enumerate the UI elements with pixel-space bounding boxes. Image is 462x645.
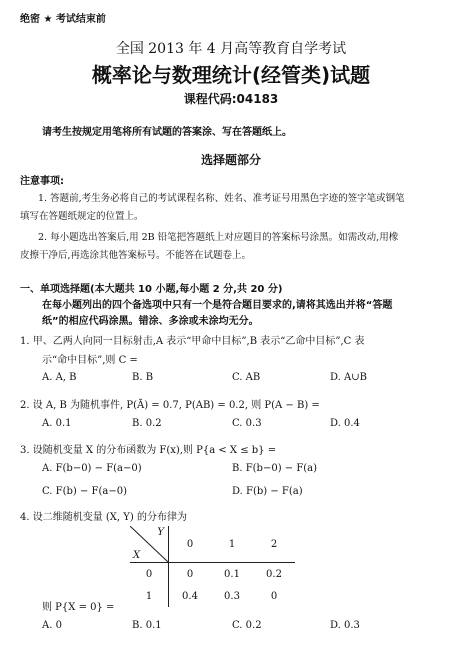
notice-line: 2. 每小题选出答案后,用 2B 铅笔把答题纸上对应题目的答案标号涂黑。如需改动,用橡 bbox=[38, 232, 399, 243]
option-b: B. 0.1 bbox=[132, 620, 162, 631]
question-text: 则 P{X = 0} = bbox=[42, 602, 115, 613]
y-value: 2 bbox=[253, 526, 295, 563]
option-b: B. 0.2 bbox=[132, 418, 162, 429]
option-c: C. AB bbox=[232, 372, 261, 383]
column-variable-label: Y bbox=[157, 527, 164, 538]
section-title: 选择题部分 bbox=[200, 153, 261, 167]
option-d: D. F(b) − F(a) bbox=[232, 486, 303, 497]
prob-cell: 0 bbox=[186, 568, 194, 580]
answer-instruction: 请考生按规定用笔将所有试题的答案涂、写在答题纸上。 bbox=[42, 127, 292, 138]
secret-label: 绝密 ★ 考试结束前 bbox=[20, 14, 106, 25]
question-text: 1. 甲、乙两人向同一目标射击,A 表示“甲命中目标”,B 表示“乙命中目标”,C 表 bbox=[20, 336, 365, 347]
part-heading: 一、单项选择题(本大题共 10 小题,每小题 2 分,共 20 分) bbox=[20, 284, 283, 295]
notice-line: 皮擦干净后,再选涂其他答案标号。不能答在试题卷上。 bbox=[20, 250, 252, 261]
option-b: B. B bbox=[132, 372, 154, 383]
option-d: D. 0.4 bbox=[330, 418, 360, 429]
y-value: 1 bbox=[211, 526, 253, 563]
notice-line: 填写在答题纸规定的位置上。 bbox=[20, 211, 144, 222]
option-b: B. F(b−0) − F(a) bbox=[232, 463, 318, 474]
question-text: 2. 设 A, B 为随机事件, P(Ā) = 0.7, P(AB) = 0.2, 则 P(A − B) = bbox=[20, 400, 320, 411]
prob-cell: 0 bbox=[270, 590, 278, 602]
option-a: A. 0.1 bbox=[42, 418, 72, 429]
option-c: C. 0.2 bbox=[232, 620, 262, 631]
course-code: 课程代码:04183 bbox=[183, 92, 279, 106]
notice-line: 1. 答题前,考生务必将自己的考试课程名称、姓名、准考证号用黑色字迹的签字笔或钢笔 bbox=[38, 193, 405, 204]
x-value: 1 bbox=[130, 585, 169, 607]
paper-title: 概率论与数理统计(经管类)试题 bbox=[91, 63, 371, 87]
option-a: A. A, B bbox=[42, 372, 77, 383]
distribution-table bbox=[130, 526, 295, 607]
option-c: C. 0.3 bbox=[232, 418, 262, 429]
exam-title: 全国 2013 年 4 月高等教育自学考试 bbox=[115, 41, 347, 57]
question-text: 示“命中目标”,则 C = bbox=[42, 355, 138, 366]
prob-cell: 0.4 bbox=[182, 590, 198, 602]
row-variable-label: X bbox=[133, 550, 141, 561]
part-description: 在每小题列出的四个备选项中只有一个是符合题目要求的,请将其选出并将“答题 bbox=[42, 300, 393, 311]
table-corner-cell bbox=[130, 526, 169, 563]
option-a: A. F(b−0) − F(a−0) bbox=[42, 463, 142, 474]
table-row bbox=[130, 585, 295, 607]
notice-heading: 注意事项: bbox=[20, 176, 64, 187]
prob-cell: 0.1 bbox=[224, 568, 240, 580]
option-d: D. 0.3 bbox=[330, 620, 360, 631]
option-c: C. F(b) − F(a−0) bbox=[42, 486, 127, 497]
y-value: 0 bbox=[169, 526, 212, 563]
prob-cell: 0.2 bbox=[266, 568, 282, 580]
prob-cell: 0.3 bbox=[224, 590, 240, 602]
part-description: 纸”的相应代码涂黑。错涂、多涂或未涂均无分。 bbox=[42, 316, 259, 327]
x-value: 0 bbox=[130, 563, 169, 586]
option-d: D. A∪B bbox=[330, 372, 367, 383]
table-row bbox=[130, 563, 295, 586]
question-text: 3. 设随机变量 X 的分布函数为 F(x),则 P{a < X ≤ b} = bbox=[20, 445, 277, 456]
question-text: 4. 设二维随机变量 (X, Y) 的分布律为 bbox=[20, 512, 187, 523]
option-a: A. 0 bbox=[42, 620, 62, 631]
